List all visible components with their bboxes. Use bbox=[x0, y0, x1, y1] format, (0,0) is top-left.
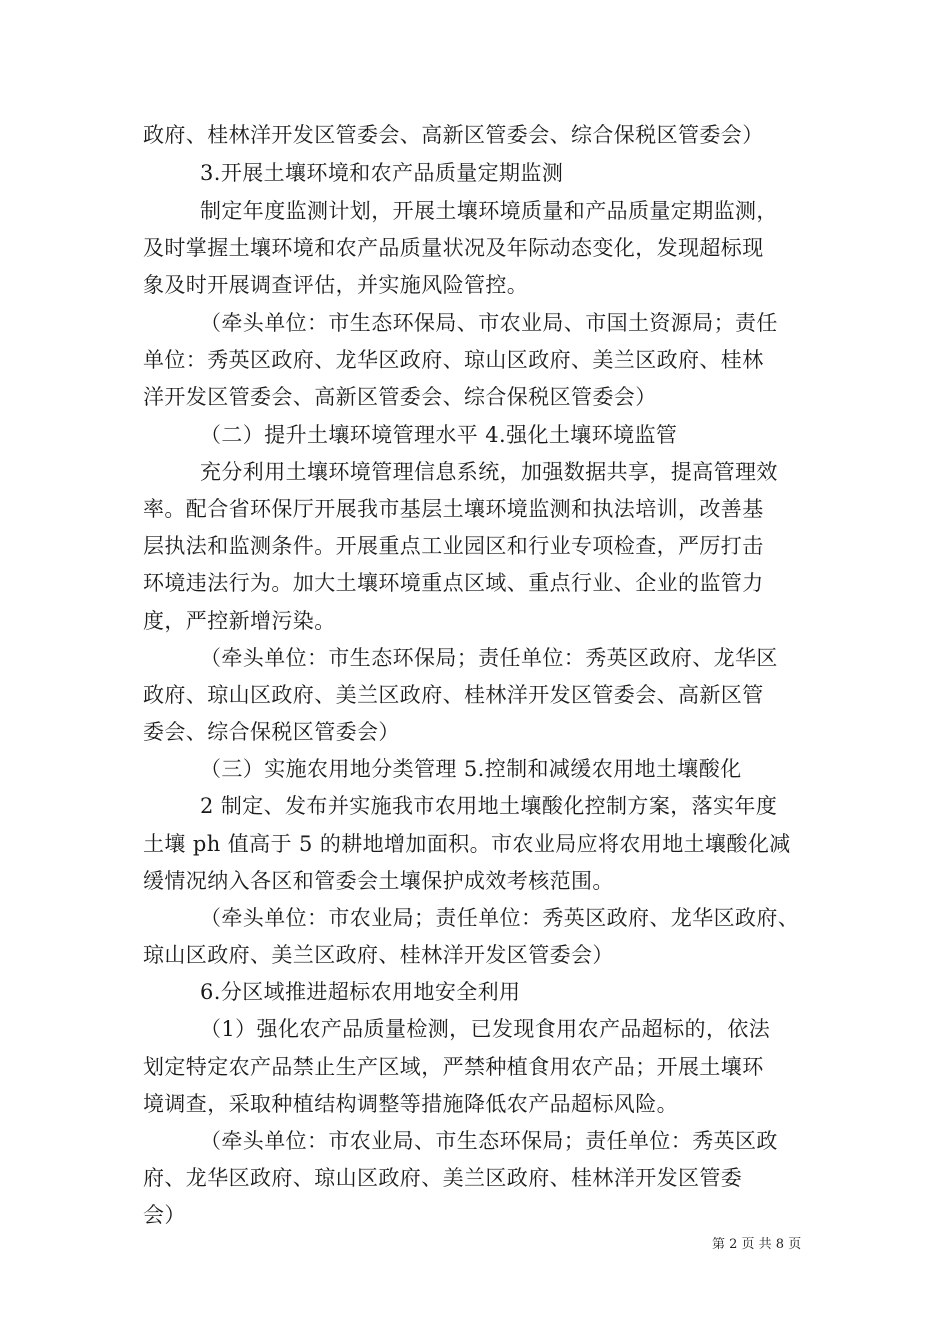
body-line: 充分利用土壤环境管理信息系统，加强数据共享，提高管理效 bbox=[200, 460, 778, 484]
section-heading: 3.开展土壤环境和农产品质量定期监测 bbox=[200, 161, 564, 185]
responsibility-line: 会） bbox=[143, 1203, 186, 1227]
responsibility-line: 委会、综合保税区管委会） bbox=[143, 720, 400, 744]
responsibility-line: 府、龙华区政府、琼山区政府、美兰区政府、桂林洋开发区管委 bbox=[143, 1166, 743, 1190]
body-line: 缓情况纳入各区和管委会土壤保护成效考核范围。 bbox=[143, 869, 614, 893]
responsibility-line: 政府、琼山区政府、美兰区政府、桂林洋开发区管委会、高新区管 bbox=[143, 683, 764, 707]
page-number-footer: 第 2 页 共 8 页 bbox=[712, 1237, 802, 1252]
responsibility-line: 洋开发区管委会、高新区管委会、综合保税区管委会） bbox=[143, 385, 657, 409]
responsibility-line: 单位：秀英区政府、龙华区政府、琼山区政府、美兰区政府、桂林 bbox=[143, 348, 764, 372]
body-line: 率。配合省环保厅开展我市基层土壤环境监测和执法培训，改善基 bbox=[143, 497, 764, 521]
body-line: 环境违法行为。加大土壤环境重点区域、重点行业、企业的监管力 bbox=[143, 571, 764, 595]
body-line: （1）强化农产品质量检测，已发现食用农产品超标的，依法 bbox=[200, 1017, 771, 1041]
section-heading: （三）实施农用地分类管理 5.控制和减缓农用地土壤酸化 bbox=[200, 757, 742, 781]
body-line: 层执法和监测条件。开展重点工业园区和行业专项检查，严厉打击 bbox=[143, 534, 764, 558]
body-line: 象及时开展调查评估，并实施风险管控。 bbox=[143, 273, 529, 297]
body-line: 度，严控新增污染。 bbox=[143, 609, 336, 633]
section-heading: （二）提升土壤环境管理水平 4.强化土壤环境监管 bbox=[200, 423, 678, 447]
responsibility-line: （牵头单位：市农业局、市生态环保局；责任单位：秀英区政 bbox=[200, 1129, 778, 1153]
responsibility-line: （牵头单位：市生态环保局；责任单位：秀英区政府、龙华区 bbox=[200, 646, 778, 670]
body-line: 划定特定农产品禁止生产区域，严禁种植食用农产品；开展土壤环 bbox=[143, 1055, 764, 1079]
body-line: 2 制定、发布并实施我市农用地土壤酸化控制方案，落实年度 bbox=[200, 794, 778, 818]
responsibility-line: （牵头单位：市生态环保局、市农业局、市国土资源局；责任 bbox=[200, 311, 778, 335]
responsibility-line: （牵头单位：市农业局；责任单位：秀英区政府、龙华区政府、 bbox=[200, 906, 800, 930]
body-line: 制定年度监测计划，开展土壤环境质量和产品质量定期监测， bbox=[200, 199, 778, 223]
section-heading: 6.分区域推进超标农用地安全利用 bbox=[200, 980, 521, 1004]
body-line: 政府、桂林洋开发区管委会、高新区管委会、综合保税区管委会） bbox=[143, 123, 764, 147]
body-line: 境调查，采取种植结构调整等措施降低农产品超标风险。 bbox=[143, 1092, 678, 1116]
body-line: 及时掌握土壤环境和农产品质量状况及年际动态变化，发现超标现 bbox=[143, 236, 764, 260]
responsibility-line: 琼山区政府、美兰区政府、桂林洋开发区管委会） bbox=[143, 943, 614, 967]
body-line: 土壤 ph 值高于 5 的耕地增加面积。市农业局应将农用地土壤酸化减 bbox=[143, 832, 791, 856]
